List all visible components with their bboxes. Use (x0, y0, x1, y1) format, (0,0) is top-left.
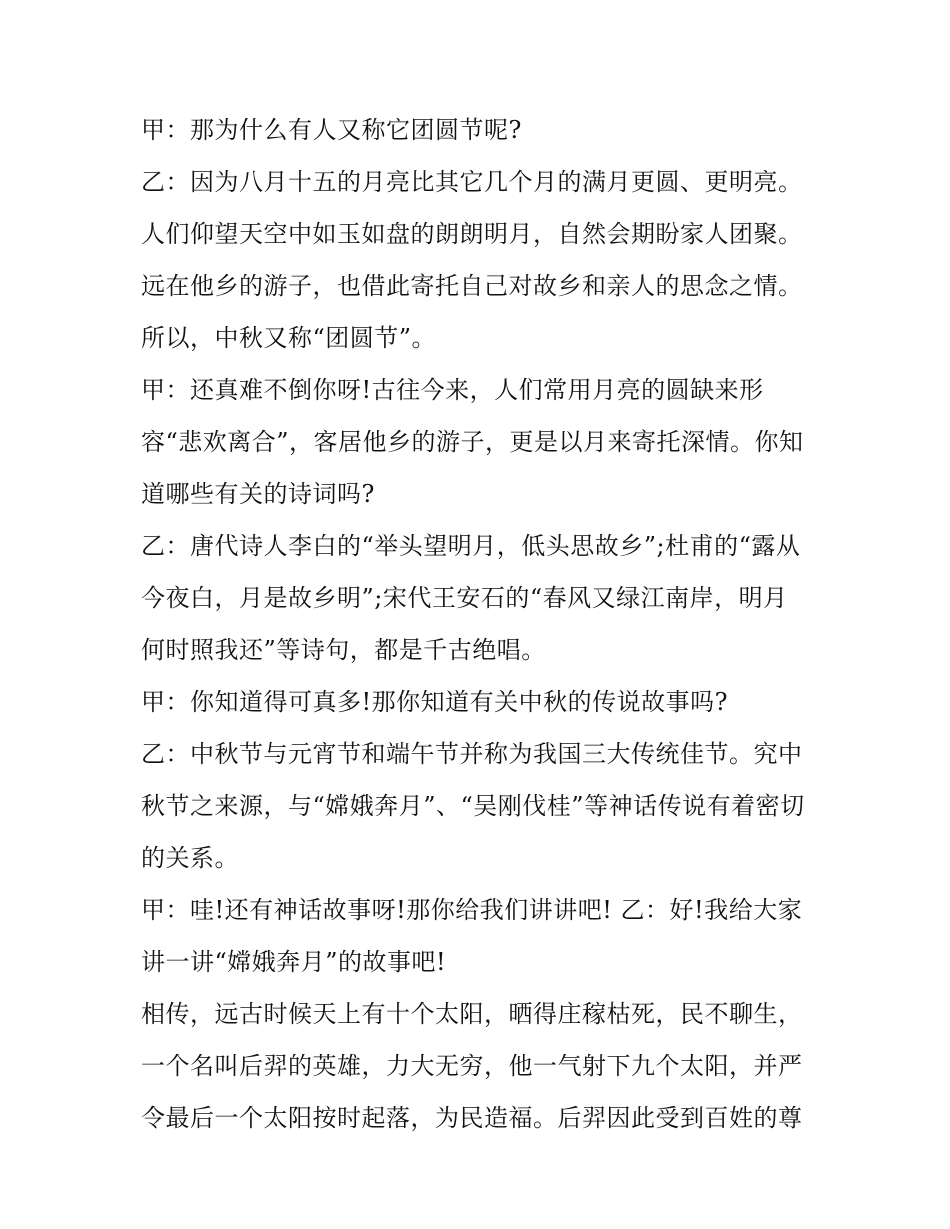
text-line: 令最后一个太阳按时起落，为民造福。后羿因此受到百姓的尊 (141, 1104, 803, 1132)
text-line: 的关系。 (141, 844, 239, 872)
text-line: 甲：哇!还有神话故事呀!那你给我们讲讲吧! 乙：好!我给大家 (141, 896, 803, 924)
text-line: 今夜白，月是故乡明”;宋代王安石的“春风又绿江南岸，明月 (141, 584, 788, 612)
text-line: 道哪些有关的诗词吗? (141, 480, 375, 508)
text-line: 乙：唐代诗人李白的“举头望明月，低头思故乡”;杜甫的“露从 (141, 532, 801, 560)
text-line: 秋节之来源，与“嫦娥奔月”、“吴刚伐桂”等神话传说有着密切 (141, 792, 805, 820)
text-line: 何时照我还”等诗句，都是千古绝唱。 (141, 636, 546, 664)
text-line: 甲：那为什么有人又称它团圆节呢? (141, 116, 522, 144)
text-line: 一个名叫后羿的英雄，力大无穷，他一气射下九个太阳，并严 (141, 1052, 803, 1080)
text-line: 容“悲欢离合”，客居他乡的游子，更是以月来寄托深情。你知 (141, 428, 804, 456)
text-line: 远在他乡的游子，也借此寄托自己对故乡和亲人的思念之情。 (141, 272, 803, 300)
text-line: 甲：你知道得可真多!那你知道有关中秋的传说故事吗? (141, 688, 729, 716)
text-line: 人们仰望天空中如玉如盘的朗朗明月，自然会期盼家人团聚。 (141, 220, 803, 248)
text-line: 乙：中秋节与元宵节和端午节并称为我国三大传统佳节。究中 (141, 740, 803, 768)
text-line: 乙：因为八月十五的月亮比其它几个月的满月更圆、更明亮。 (141, 168, 803, 196)
text-line: 所以，中秋又称“团圆节”。 (141, 324, 437, 352)
text-line: 相传，远古时候天上有十个太阳，晒得庄稼枯死，民不聊生， (141, 1000, 803, 1028)
text-line: 讲一讲“嫦娥奔月”的故事吧! (141, 948, 447, 976)
text-line: 甲：还真难不倒你呀!古往今来，人们常用月亮的圆缺来形 (141, 376, 764, 404)
